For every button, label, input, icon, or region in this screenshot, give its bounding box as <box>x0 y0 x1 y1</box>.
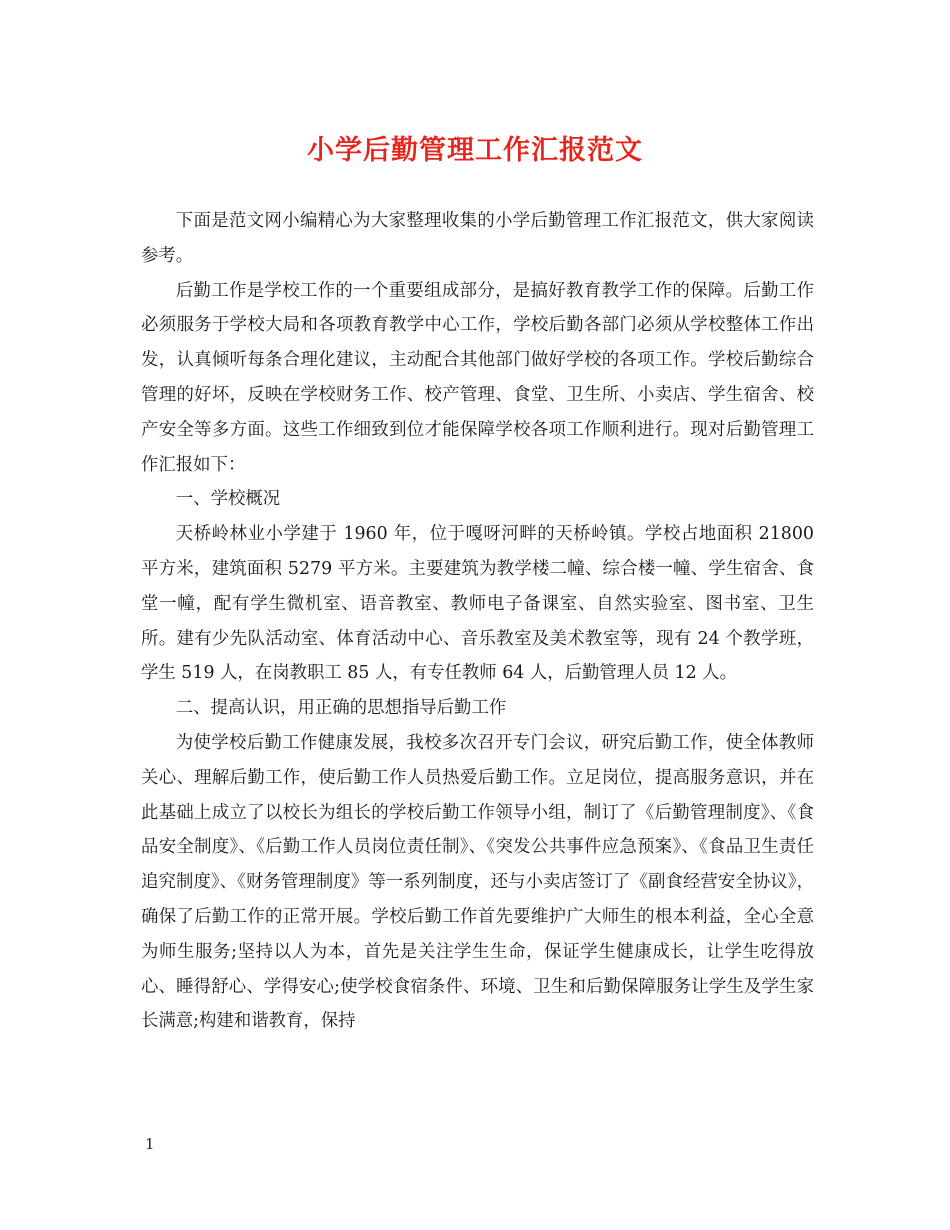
paragraph-awareness: 为使学校后勤工作健康发展，我校多次召开专门会议，研究后勤工作，使全体教师关心、理解后勤工作，使后勤工作人员热爱后勤工作。立足岗位，提高服务意识，并在此基础上成立了以校长为组长的学校后勤工作领导小组，制订了《后勤管理制度》、《食品安全制度》、《后勤工作人员岗位责任制》、《突发公共事件应急预案》、《食品卫生责任追究制度》、《财务管理制度》等一系列制度，还与小卖店签订了《副食经营安全协议》，确保了后勤工作的正常开展。学校后勤工作首先要维护广大师生的根本利益，全心全意为师生服务;坚持以人为本，首先是关注学生生命，保证学生健康成长，让学生吃得放心、睡得舒心、学得安心;使学校食宿条件、环境、卫生和后勤保障服务让学生及学生家长满意;构建和谐教育，保持 <box>141 732 814 1032</box>
document-body <box>141 204 814 1039</box>
paragraph-intro: 下面是范文网小编精心为大家整理收集的小学后勤管理工作汇报范文，供大家阅读参考。 <box>141 211 814 266</box>
document-title: 小学后勤管理工作汇报范文 <box>307 135 643 166</box>
page-number: 1 <box>145 1135 155 1153</box>
section-heading-awareness: 二、提高认识，用正确的思想指导后勤工作 <box>175 698 507 719</box>
paragraph-school-overview: 天桥岭林业小学建于 1960 年，位于嘎呀河畔的天桥岭镇。学校占地面积 21800 平方米，建筑面积 5279 平方米。主要建筑为教学楼二幢、综合楼一幢、学生宿舍、食堂一幢，配有学生微机室、语音教室、教师电子备课室、自然实验室、图书室、卫生所。建有少先队活动室、体育活动中心、音乐教室及美术教室等，现有 24 个教学班，学生 519 人，在岗教职工 85 人，有专任教师 64 人，后勤管理人员 12 人。 <box>141 524 814 684</box>
paragraph-logistics-overview: 后勤工作是学校工作的一个重要组成部分，是搞好教育教学工作的保障。后勤工作必须服务于学校大局和各项教育教学中心工作，学校后勤各部门必须从学校整体工作出发，认真倾听每条合理化建议，主动配合其他部门做好学校的各项工作。学校后勤综合管理的好坏，反映在学校财务工作、校产管理、食堂、卫生所、小卖店、学生宿舍、校产安全等多方面。这些工作细致到位才能保障学校各项工作顺利进行。现对后勤管理工作汇报如下： <box>141 280 814 475</box>
section-heading-school-overview: 一、学校概况 <box>175 489 281 510</box>
